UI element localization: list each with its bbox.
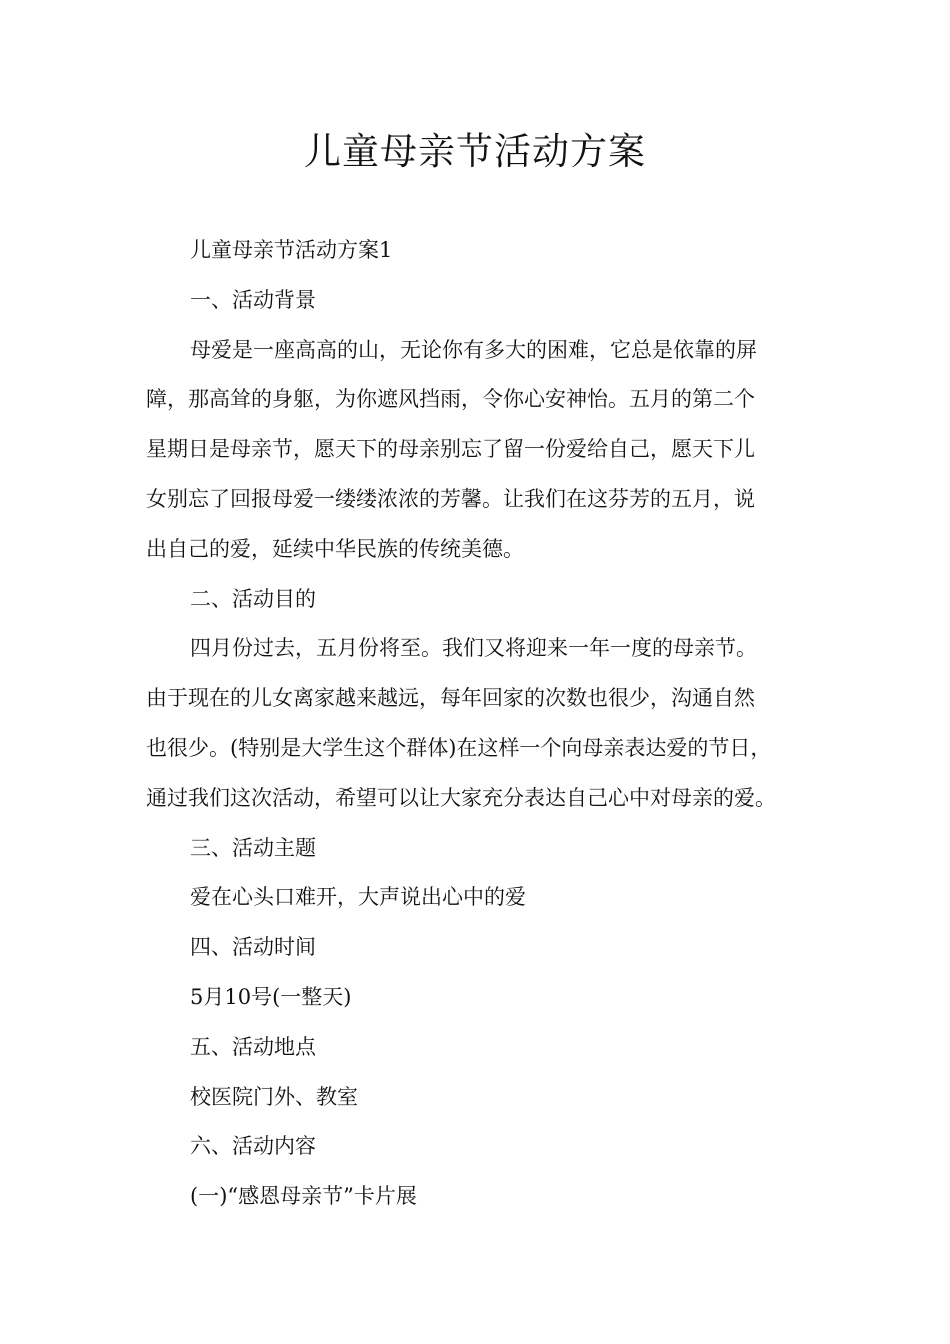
text-line: 障，那高耸的身躯，为你遮风挡雨，令你心安神怡。五月的第二个 [146,387,755,412]
text-line: (一)“感恩母亲节”卡片展 [190,1184,417,1209]
text-line: 三、活动主题 [190,835,316,860]
text-line: 出自己的爱，延续中华民族的传统美德。 [146,536,524,561]
text-line: 儿童母亲节活动方案1 [190,238,393,262]
text-line: 四、活动时间 [190,935,316,960]
text-line: 爱在心头口难开，大声说出心中的爱 [190,885,526,910]
text-line: 也很少。(特别是大学生这个群体)在这样一个向母亲表达爱的节日， [146,735,772,760]
text-line: 二、活动目的 [190,586,316,611]
text-line: 一、活动背景 [190,287,316,312]
text-line: 星期日是母亲节，愿天下的母亲别忘了留一份爱给自己，愿天下儿 [146,437,755,462]
text-line: 四月份过去，五月份将至。我们又将迎来一年一度的母亲节。 [190,636,757,661]
text-line: 五、活动地点 [190,1034,316,1059]
text-line: 母爱是一座高高的山，无论你有多大的困难，它总是依靠的屏 [190,337,757,362]
text-line: 女别忘了回报母爱一缕缕浓浓的芳馨。让我们在这芬芳的五月，说 [146,486,755,511]
document-body [146,226,812,1222]
text-line: 校医院门外、教室 [190,1084,358,1109]
text-line: 5月10号(一整天) [190,984,352,1009]
text-line: 六、活动内容 [190,1134,316,1159]
text-line: 由于现在的儿女离家越来越远，每年回家的次数也很少，沟通自然 [146,686,755,711]
text-line: 通过我们这次活动，希望可以让大家充分表达自己心中对母亲的爱。 [146,785,776,810]
document-title: 儿童母亲节活动方案 [304,130,646,173]
